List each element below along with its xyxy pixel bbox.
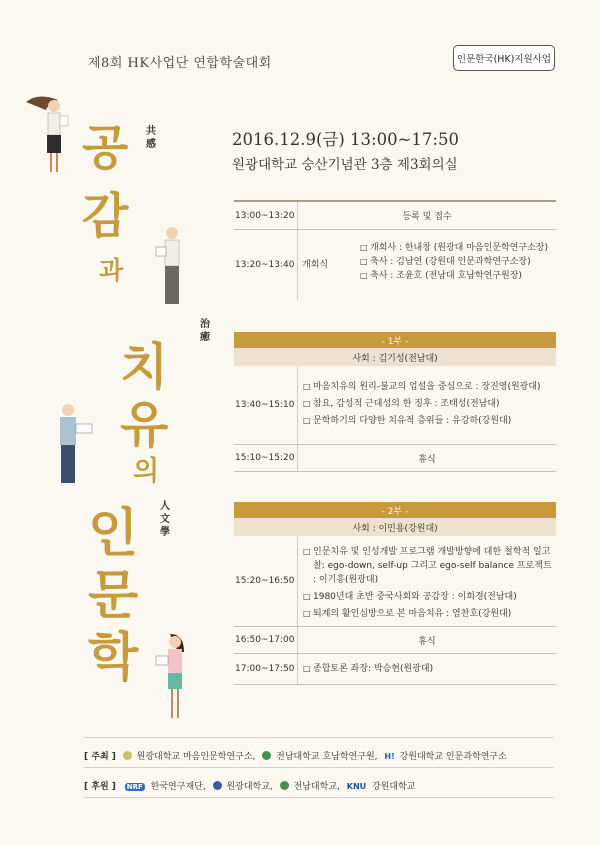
hanja-label: 人 文 學 <box>160 501 170 538</box>
event-venue: 원광대학교 숭산기념관 3층 제3회의실 <box>232 157 458 173</box>
knu-logo-icon: KNU <box>346 782 367 791</box>
table-row <box>234 536 556 627</box>
part2-bar: - 2부 - <box>234 502 556 518</box>
sponsor-2: 원광대학교, <box>226 782 273 792</box>
nrf-logo-icon: NRF <box>126 783 143 791</box>
woman-reading-figure <box>18 90 78 180</box>
list-item: □ 종합토론 좌장: 박승현(원광대) <box>303 662 433 676</box>
row-time: 13:40~15:10 <box>235 400 295 410</box>
title-char: 문 <box>88 565 139 626</box>
list-item: □ 개회사 : 한내창 (원광대 마음인문학연구소장) <box>360 241 548 255</box>
hk-logo-icon: H! <box>384 752 395 761</box>
host-1: 원광대학교 마음인문학연구소, <box>136 752 256 762</box>
sponsor-3: 전남대학교, <box>293 782 340 792</box>
chonnam-logo-icon <box>262 751 271 760</box>
list-item: □ 마음치유의 원리-불교의 업설을 중심으로 : 장진영(원광대) <box>303 380 552 394</box>
row-text: 등록 및 접수 <box>297 202 556 229</box>
session2-list <box>303 545 552 621</box>
footer-divider <box>84 797 554 798</box>
list-item: □ 퇴계의 활인심방으로 본 마음치유 : 염찬호(강원대) <box>303 607 552 621</box>
title-char: 학 <box>88 627 139 688</box>
session1-list <box>303 380 552 428</box>
part1-chair: 사회 : 김기성(전남대) <box>234 348 556 366</box>
row-time: 15:20~16:50 <box>235 576 295 586</box>
chonnam-seal-icon <box>280 781 289 790</box>
row-time: 13:20~13:40 <box>235 260 295 270</box>
event-date: 2016.12.9(금) 13:00~17:50 <box>232 130 459 149</box>
wonkwang-logo-icon <box>123 751 132 760</box>
title-char: 인 <box>88 503 139 564</box>
program-table <box>234 200 556 705</box>
part1-bar: - 1부 - <box>234 332 556 348</box>
list-item: □ 축사 : 김남연 (강원대 인문과학연구소장) <box>360 255 548 269</box>
title-char: 의 <box>133 456 160 487</box>
sponsor-line <box>84 779 416 792</box>
part2-chair: 사회 : 이민용(강원대) <box>234 518 556 536</box>
row-time: 17:00~17:50 <box>235 664 295 674</box>
title-char: 공 <box>82 120 129 176</box>
list-item: □ 문학하기의 다양한 치유적 층위들 : 유강하(강원대) <box>303 414 552 428</box>
title-char: 감 <box>82 188 129 244</box>
hanja-label: 共 感 <box>146 126 156 150</box>
list-item: □ 1980년대 초반 중국사회와 공감장 : 이희경(전남대) <box>303 590 552 604</box>
title-char: 유 <box>120 395 169 454</box>
row-text: 휴식 <box>297 445 556 471</box>
title-char: 치 <box>120 337 169 396</box>
support-badge: 인문한국(HK)지원사업 <box>453 45 555 71</box>
row-time: 13:00~13:20 <box>235 210 295 221</box>
table-row <box>234 445 556 472</box>
closing-list <box>303 662 433 676</box>
list-item: □ 참요, 감성적 근대성의 한 징후 : 조태성(전남대) <box>303 397 552 411</box>
man-holding-book-figure <box>50 400 105 490</box>
footer-divider <box>84 767 554 768</box>
list-item: □ 인문치유 및 인성개발 프로그램 개발방향에 대한 철학적 일고찰: ego-down, self-up 그리고 ego-self balance 프로젝트 : 이기흥(원광대) <box>303 545 552 587</box>
host-3: 강원대학교 인문과학연구소 <box>399 752 507 762</box>
footer-divider <box>84 737 554 738</box>
sponsor-1: 한국연구재단, <box>150 782 206 792</box>
table-row <box>234 654 556 685</box>
host-label: [ 주최 ] <box>84 752 116 762</box>
hanja-label: 治 癒 <box>200 319 210 343</box>
list-item: □ 축사 : 조윤호 (전남대 호남학연구원장) <box>360 269 548 283</box>
opening-list <box>360 241 548 283</box>
woman-with-book-figure <box>150 630 195 725</box>
table-row <box>234 366 556 445</box>
sponsor-4: 강원대학교 <box>372 782 416 792</box>
row-text: 휴식 <box>297 627 556 653</box>
title-char: 과 <box>99 256 124 285</box>
row-label: 개회식 <box>302 260 329 270</box>
man-reading-figure <box>150 225 190 310</box>
wonkwang-seal-icon <box>213 781 222 790</box>
row-time: 16:50~17:00 <box>235 635 295 645</box>
row-time: 15:10~15:20 <box>235 453 295 463</box>
table-row <box>234 627 556 654</box>
event-label: 제8회 HK사업단 연합학술대회 <box>88 56 272 71</box>
sponsor-label: [ 후원 ] <box>84 782 116 792</box>
table-row <box>234 202 556 230</box>
host-line <box>84 749 507 762</box>
table-row <box>234 230 556 300</box>
host-2: 전남대학교 호남학연구원, <box>276 752 378 762</box>
